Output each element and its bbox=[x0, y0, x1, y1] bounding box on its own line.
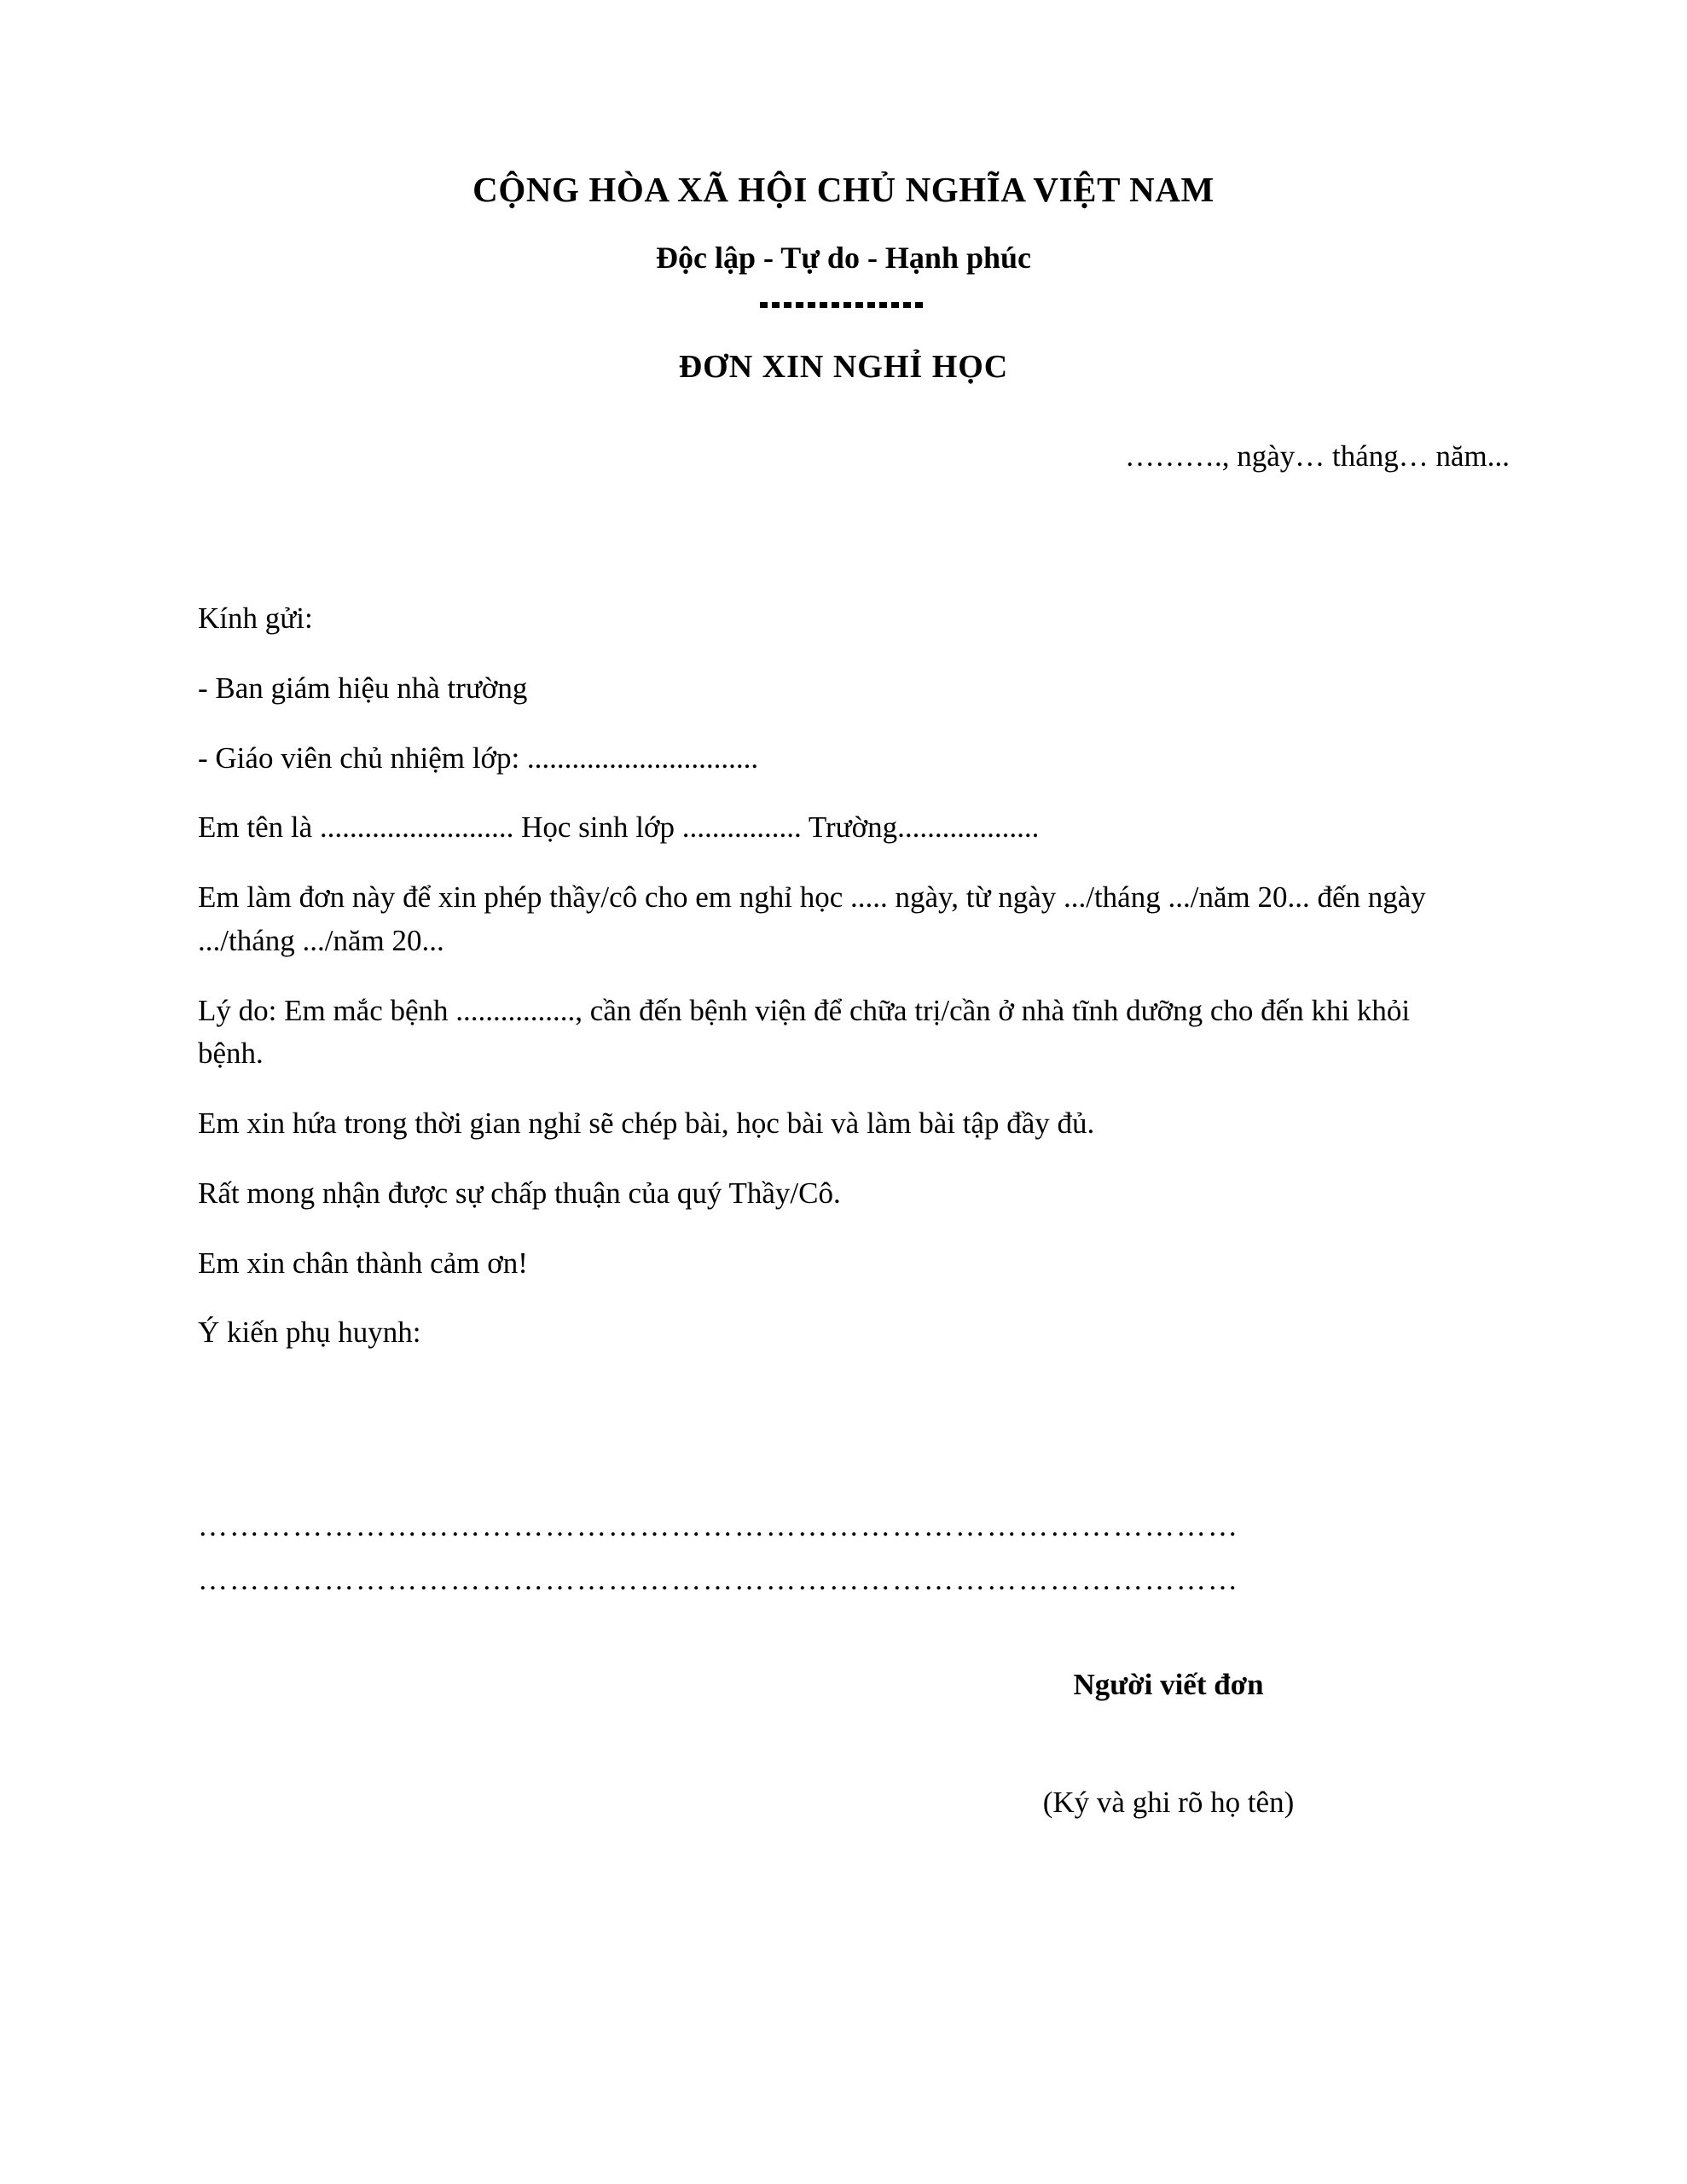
student-promise-paragraph: Em xin hứa trong thời gian nghỉ sẽ chép bài, học bài và làm bài tập đầy đủ. bbox=[198, 1107, 1095, 1140]
signer-role-label: Người viết đơn bbox=[1073, 1668, 1264, 1701]
separator-dash bbox=[808, 302, 815, 308]
salutation: Kính gửi: bbox=[198, 601, 313, 635]
signature-instruction: (Ký và ghi rõ họ tên) bbox=[1042, 1785, 1295, 1819]
document-body bbox=[198, 597, 1443, 1355]
parent-opinion-blank-line-1: ……………………………………………………………………………………… bbox=[198, 1509, 1239, 1542]
separator-dash bbox=[844, 302, 851, 308]
parent-opinion-blank-line-2: ……………………………………………………………………………………… bbox=[198, 1563, 1239, 1596]
separator-dash bbox=[879, 302, 887, 308]
page-title: ĐƠN XIN NGHỈ HỌC bbox=[678, 349, 1009, 386]
recipient-school-board: - Ban giám hiệu nhà trường bbox=[198, 671, 528, 705]
separator-dash bbox=[820, 302, 827, 308]
separator-dash bbox=[867, 302, 875, 308]
national-title: CỘNG HÒA XÃ HỘI CHỦ NGHĨA VIỆT NAM bbox=[472, 170, 1215, 209]
document-header bbox=[0, 169, 1687, 387]
student-info-line: Em tên là .......................... Học sinh lớp ................ Trường................... bbox=[198, 810, 1040, 845]
separator-dash bbox=[903, 302, 911, 308]
approval-hope-paragraph: Rất mong nhận được sự chấp thuận của quý Thầy/Cô. bbox=[198, 1176, 841, 1210]
dashed-separator bbox=[758, 302, 929, 319]
separator-dash bbox=[772, 302, 780, 308]
date-line: ………., ngày… tháng… năm... bbox=[1124, 439, 1510, 473]
leave-reason-paragraph: Lý do: Em mắc bệnh ................, cần đến bệnh viện để chữa trị/cần ở nhà tĩnh dưỡng cho đến khi khỏi bệnh. bbox=[198, 993, 1411, 1071]
separator-dash bbox=[760, 302, 768, 308]
separator-dash bbox=[915, 302, 923, 308]
thanks-paragraph: Em xin chân thành cảm ơn! bbox=[198, 1246, 528, 1280]
separator-dash bbox=[891, 302, 899, 308]
separator-dash bbox=[796, 302, 803, 308]
separator-dash bbox=[784, 302, 791, 308]
leave-request-paragraph: Em làm đơn này để xin phép thầy/cô cho em nghỉ học ..... ngày, từ ngày .../tháng .../năm 20... đến ngày .../tháng .../năm 20... bbox=[198, 880, 1426, 957]
signature-block bbox=[870, 1665, 1467, 1821]
recipient-homeroom-teacher: - Giáo viên chủ nhiệm lớp: ............................... bbox=[198, 741, 759, 775]
separator-dash bbox=[855, 302, 863, 308]
parent-opinion-label: Ý kiến phụ huynh: bbox=[198, 1316, 421, 1350]
national-motto: Độc lập - Tự do - Hạnh phúc bbox=[655, 241, 1032, 276]
separator-dash bbox=[832, 302, 839, 308]
